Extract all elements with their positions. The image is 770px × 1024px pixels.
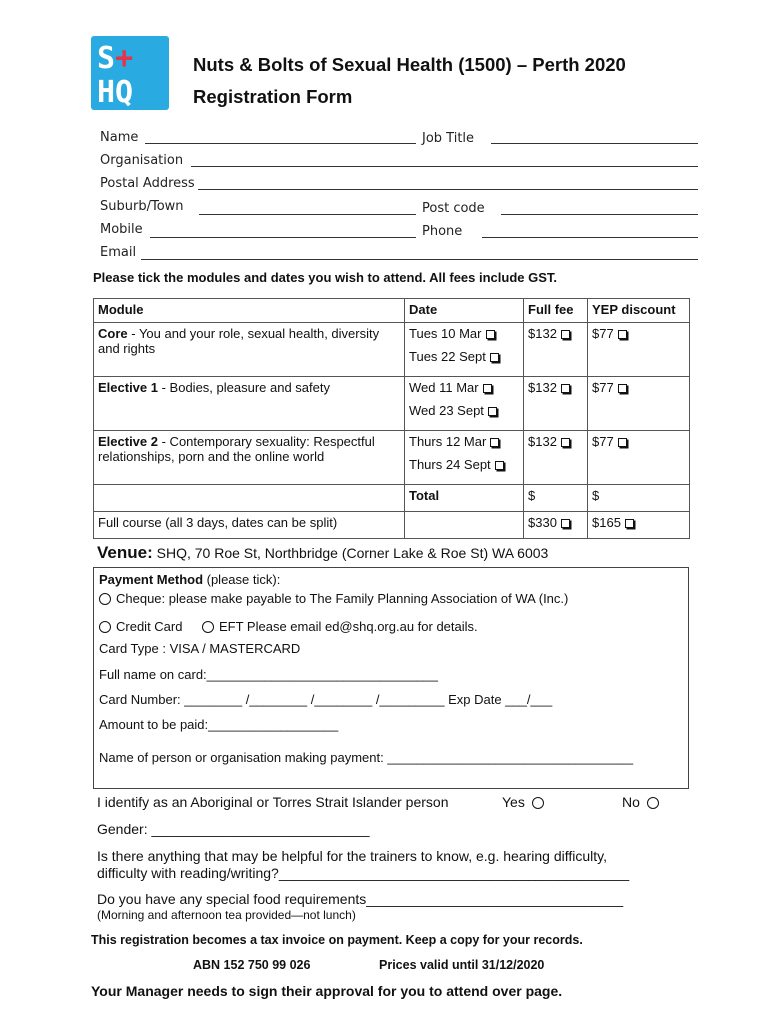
mobile-field[interactable]: [150, 237, 416, 238]
date-label: Tues 10 Mar: [409, 326, 482, 341]
module-instructions: Please tick the modules and dates you wish to attend. All fees include GST.: [93, 270, 558, 285]
date-label: Wed 11 Mar: [409, 380, 479, 395]
checkbox-icon[interactable]: [486, 330, 495, 339]
food-requirements-field[interactable]: Do you have any special food requirements_________________________________: [97, 891, 624, 907]
table-header-row: [94, 299, 690, 323]
phone-field[interactable]: [482, 237, 698, 238]
prices-valid: Prices valid until 31/12/2020: [379, 958, 545, 972]
total-label-text: Total: [409, 488, 440, 503]
logo-text-bottom: HQ: [97, 75, 134, 110]
credit-card-option[interactable]: [99, 619, 182, 634]
module-desc: - You and your role, sexual health, diversity and rights: [98, 326, 380, 356]
total-label: [405, 485, 524, 512]
total-yep-cell[interactable]: $: [588, 485, 690, 512]
logo-text-top: S+: [97, 41, 134, 76]
checkbox-icon[interactable]: [483, 384, 492, 393]
fee-label: $132: [528, 326, 557, 341]
form-title: Nuts & Bolts of Sexual Health (1500) – Perth 2020: [193, 54, 626, 75]
full-course-empty-cell: [405, 512, 524, 539]
col-yep-header: YEP discount: [588, 299, 690, 323]
amount-field[interactable]: Amount to be paid:__________________: [99, 717, 339, 732]
tax-invoice-note: This registration becomes a tax invoice on payment. Keep a copy for your records.: [91, 933, 583, 947]
radio-icon[interactable]: [99, 621, 111, 633]
card-type[interactable]: Card Type : VISA / MASTERCARD: [99, 641, 301, 656]
suburb-field[interactable]: [199, 214, 416, 215]
mobile-label: Mobile: [100, 222, 143, 237]
job-title-field[interactable]: [491, 143, 698, 144]
module-cell: [94, 323, 405, 377]
helpful-question-line1: Is there anything that may be helpful for the trainers to know, e.g. hearing difficulty,: [97, 848, 607, 864]
payment-title: [99, 572, 280, 587]
abn: ABN 152 750 99 026: [193, 958, 311, 972]
checkbox-icon[interactable]: [625, 519, 634, 528]
gender-field[interactable]: Gender: ____________________________: [97, 821, 370, 837]
cheque-option[interactable]: [99, 591, 568, 606]
date-label: Wed 23 Sept: [409, 403, 484, 418]
suburb-label: Suburb/Town: [100, 199, 184, 214]
checkbox-icon[interactable]: [490, 438, 499, 447]
name-label: Name: [100, 130, 139, 145]
yep-label: $77: [592, 380, 614, 395]
radio-icon[interactable]: [202, 621, 214, 633]
yep-cell[interactable]: [588, 323, 690, 377]
date-cell: [405, 431, 524, 485]
module-name: Core: [98, 326, 128, 341]
checkbox-icon[interactable]: [618, 330, 627, 339]
radio-icon[interactable]: [647, 797, 659, 809]
col-fee-header: Full fee: [524, 299, 588, 323]
date-cell: [405, 323, 524, 377]
eft-option[interactable]: [202, 619, 478, 634]
checkbox-icon[interactable]: [490, 353, 499, 362]
yep-cell[interactable]: [588, 431, 690, 485]
checkbox-icon[interactable]: [618, 438, 627, 447]
name-field[interactable]: [145, 143, 416, 144]
card-number-field[interactable]: Card Number: ________ /________ /________ /_________ Exp Date ___/___: [99, 692, 553, 707]
payment-title-text: Payment Method: [99, 572, 204, 587]
checkbox-icon[interactable]: [561, 438, 570, 447]
checkbox-icon[interactable]: [561, 384, 570, 393]
aboriginal-no-option[interactable]: [622, 794, 664, 810]
module-cell: [94, 377, 405, 431]
postal-address-field[interactable]: [198, 189, 698, 190]
postal-address-label: Postal Address: [100, 176, 195, 191]
full-course-fee-cell[interactable]: [524, 512, 588, 539]
payment-method-box: [93, 567, 689, 789]
date-option[interactable]: [409, 434, 519, 449]
table-row-total: [94, 485, 690, 512]
manager-approval-note: Your Manager needs to sign their approval for you to attend over page.: [91, 983, 563, 999]
total-empty-cell: [94, 485, 405, 512]
yep-label: $77: [592, 434, 614, 449]
date-option[interactable]: [409, 457, 519, 472]
shq-logo-graphic: [91, 36, 169, 110]
checkbox-icon[interactable]: [618, 384, 627, 393]
eft-label: EFT Please email ed@shq.org.au for details.: [219, 619, 478, 634]
helpful-question-field[interactable]: difficulty with reading/writing?_____________________________________________: [97, 865, 630, 881]
table-row-full-course: [94, 512, 690, 539]
fee-cell[interactable]: [524, 323, 588, 377]
module-desc: - Bodies, pleasure and safety: [158, 380, 330, 395]
checkbox-icon[interactable]: [495, 461, 504, 470]
payment-title-note: (please tick):: [203, 572, 281, 587]
table-row-core: [94, 323, 690, 377]
cheque-label: Cheque: please make payable to The Family Planning Association of WA (Inc.): [116, 591, 569, 606]
aboriginal-question: I identify as an Aboriginal or Torres Strait Islander person: [97, 794, 449, 810]
food-note: (Morning and afternoon tea provided—not lunch): [97, 908, 356, 922]
organisation-field[interactable]: [191, 166, 698, 167]
date-option[interactable]: [409, 403, 519, 418]
yep-label: $77: [592, 326, 614, 341]
modules-table: [93, 298, 690, 539]
total-fee-cell[interactable]: $: [524, 485, 588, 512]
fee-label: $330: [528, 515, 557, 530]
post-code-label: Post code: [422, 201, 485, 216]
fee-label: $132: [528, 434, 557, 449]
shq-logo: [91, 36, 169, 110]
col-date-header: Date: [405, 299, 524, 323]
fee-label: $132: [528, 380, 557, 395]
table-row-elective-1: [94, 377, 690, 431]
venue: [97, 543, 548, 563]
date-label: Thurs 12 Mar: [409, 434, 487, 449]
organisation-label: Organisation: [100, 153, 184, 168]
no-label: No: [622, 794, 640, 810]
module-desc: - Contemporary sexuality: Respectful relationships, porn and the online world: [98, 434, 375, 464]
checkbox-icon[interactable]: [488, 407, 497, 416]
job-title-label: Job Title: [422, 131, 475, 146]
col-module-header: Module: [94, 299, 405, 323]
radio-icon[interactable]: [99, 593, 111, 605]
yep-cell[interactable]: [588, 377, 690, 431]
credit-card-label: Credit Card: [116, 619, 183, 634]
venue-text: SHQ, 70 Roe St, Northbridge (Corner Lake & Roe St) WA 6003: [152, 545, 549, 561]
yep-label: $165: [592, 515, 621, 530]
payer-name-field[interactable]: Name of person or organisation making payment: __________________________________: [99, 750, 634, 765]
fee-cell[interactable]: [524, 377, 588, 431]
date-cell: [405, 377, 524, 431]
checkbox-icon[interactable]: [561, 519, 570, 528]
email-label: Email: [100, 245, 137, 260]
phone-label: Phone: [422, 224, 463, 239]
yes-label: Yes: [502, 794, 525, 810]
module-name: Elective 2: [98, 434, 158, 449]
module-cell: [94, 431, 405, 485]
date-label: Tues 22 Sept: [409, 349, 486, 364]
venue-label: Venue:: [97, 543, 153, 562]
date-option[interactable]: [409, 349, 519, 364]
full-course-label: Full course (all 3 days, dates can be split): [94, 512, 405, 539]
table-row-elective-2: [94, 431, 690, 485]
checkbox-icon[interactable]: [561, 330, 570, 339]
form-subtitle: Registration Form: [193, 86, 353, 107]
full-course-yep-cell[interactable]: [588, 512, 690, 539]
full-name-on-card-field[interactable]: Full name on card:________________________________: [99, 667, 439, 682]
radio-icon[interactable]: [532, 797, 544, 809]
email-field[interactable]: [141, 259, 698, 260]
aboriginal-yes-option[interactable]: [502, 794, 549, 810]
date-option[interactable]: [409, 326, 519, 341]
module-name: Elective 1: [98, 380, 158, 395]
post-code-field[interactable]: [501, 214, 698, 215]
date-option[interactable]: [409, 380, 519, 395]
fee-cell[interactable]: [524, 431, 588, 485]
date-label: Thurs 24 Sept: [409, 457, 491, 472]
